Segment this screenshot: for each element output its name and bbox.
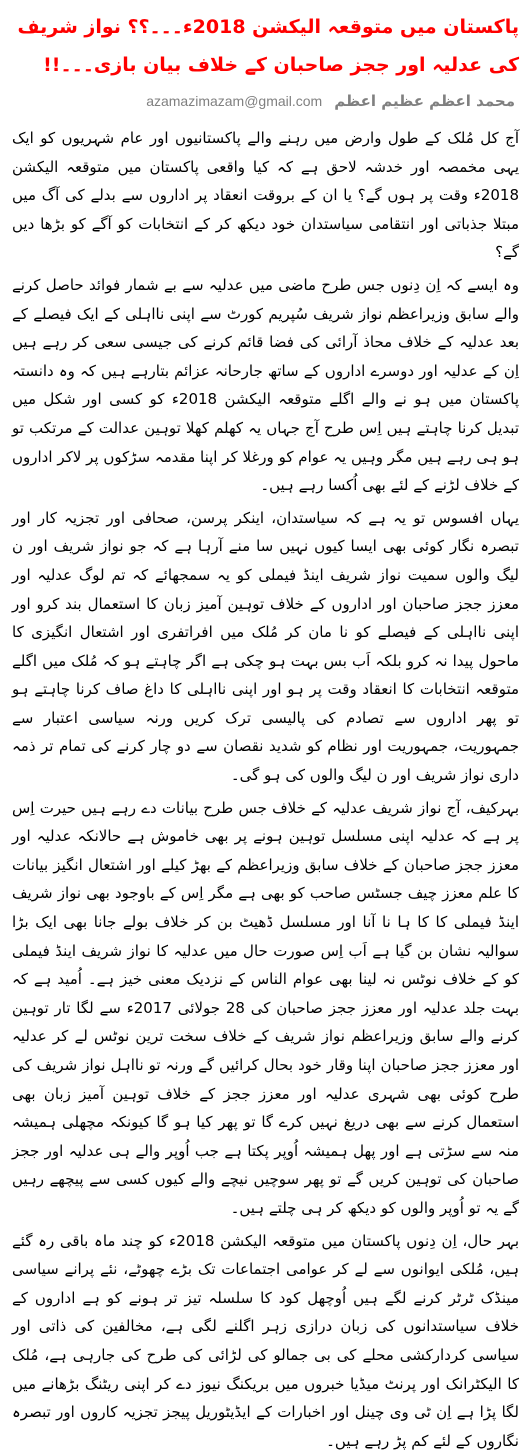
author-email: azamazimazam@gmail.com <box>146 93 323 109</box>
paragraph: یہاں افسوس تو یہ ہے کہ سیاستدان، اینکر پرسن، صحافی اور تجزیہ کار اور تبصرہ نگار کوئی بھی ایسا کیوں نہیں سا منے آرہا ہے کہ جو نواز شریف اور ن لیگ والوں سمیت نواز شریف اینڈ فیملی کو یہ سمجھائے کہ تم لوگ عدلیہ اور معزز ججز صاحبان اور اداروں کے خلاف توہین آمیز زبان کا استعمال بند کرو اور اپنی نااہلی کے فیصلے کو نا مان کر مُلک میں افراتفری اور اشتعال انگیزی کا ماحول پیدا نہ کرو بلکہ اَب بس بہت ہو چکی ہے اگر چاہتے ہو کہ مُلک میں اگلے متوقعہ انتخابات کا انعقاد وقت پر ہو اور اپنی نااہلی کا داغ صاف کرنا چاہتے ہو تو پھر اداروں سے تصادم کی پالیسی ترک کریں ورنہ سیاسی اعتبار سے جمہوریت، جمہوریت اور نظام کو شدید نقصان سے دو چار کرنے کی تمام تر ذمہ داری نواز شریف اور ن لیگ والوں کی ہو گی۔ <box>12 508 519 785</box>
article-body <box>0 118 529 1455</box>
paragraph: آج کل مُلک کے طول وارض میں رہنے والے پاکستانیوں اور عام شہریوں کو ایک یہی مخمصہ اور خدشہ لاحق ہے کہ کیا واقعی پاکستان میں متوقعہ الیکشن 2018ء وقت پر ہوں گے؟ یا ان کے بروقت انعقاد پر اداروں سے بدلے کی آگ میں مبتلا جذباتی اور انتقامی سیاستدان خود دیکھ کر کے انتخابات کو آگے کو بڑھا دیں گے؟ <box>12 129 519 262</box>
byline <box>0 84 529 118</box>
paragraph: بہرکیف، آج نواز شریف عدلیہ کے خلاف جس طرح بیانات دے رہے ہیں حیرت اِس پر ہے کہ عدلیہ اپنی مسلسل توہین ہونے پر بھی خاموش ہے حالانکہ عدلیہ اور معزز ججز صاحبان کے خلاف سابق وزیراعظم کے بھڑ کیلے اور اشتعال انگیز بیانات کا علم معزز چیف جسٹس صاحب کو بھی ہے مگر اِس کے باوجود بھی نواز شریف اینڈ فیملی کا کا ہا نا آنا اور مسلسل ڈھیٹ بن کر خلاف بولے جانا بھی ایک بڑا سوالیہ نشان بن گیا ہے اَب اِس صورت حال میں عدلیہ کا نواز شریف اینڈ فیملی کو کے خلاف نوٹس نہ لینا بھی عوام الناس کے نزدیک معنی خیز ہے۔ اُمید ہے کہ بہت جلد عدلیہ اور معزز ججز صاحبان کی 28 جولائی 2017ء سے لگا تار توہین کرنے والے سابق وزیراعظم نواز شریف کے خلاف سخت ترین نوٹس لے کر عدلیہ اور معزز ججز صاحبان اپنا وقار خود بحال کرائیں گے ورنہ تو نااہل نواز شریف کی طرح کوئی بھی شہری عدلیہ اور معزز ججز کے خلاف توہین آمیز زبان بھی استعمال کرنے سے بھی دریغ نہیں کرے گا تو پھر کیا ہو گا کیونکہ مچھلی ہمیشہ منہ سے سڑتی ہے اور پھل ہمیشہ اُوپر پکتا ہے جب اُوپر والے ہی عدلیہ اور ججز صاحبان کی توہین کریں گے تو پھر سوچیں نیچے والے کیوں کسی سے پیچھے رہیں گے یہ تو اُوپر والوں کو دیکھ کر ہی چلتے ہیں۔ <box>12 798 520 1217</box>
article-title: پاکستان میں متوقعہ الیکشن 2018ء۔۔۔؟؟ نواز شریف کی عدلیہ اور ججز صاحبان کے خلاف بیان بازی۔۔۔!! <box>17 16 519 76</box>
paragraph: بہر حال، اِن دِنوں پاکستان میں متوقعہ الیکشن 2018ء کو چند ماہ باقی رہ گئے ہیں، مُلکی ایوانوں سے لے کر عوامی اجتماعات تک بڑے چھوٹے، نئے پرانے سیاسی مینڈک ٹرٹر کرنے لگے ہیں اُوچھل کود کا سلسلہ تیز تر ہونے کو ہے اداروں کے خلاف سیاستدانوں کی زبان درازی زہر اگلنے لگی ہے، مخالفین کی ذاتی اور سیاسی کردارکشی محلے کی بی جمالو کی لڑائی کی طرح کی جارہی ہے، مُلک کا الیکٹرانک اور پرنٹ میڈیا خبروں میں بریکنگ نیوز دے کر اپنی ریٹنگ بڑھانے میں لگا پڑا ہے اِن ٹی وی چینل اور اخبارات کے ایڈیٹوریل پیجز تجزیہ کاروں اور تبصرہ نگاروں کے لئے کم پڑ رہے ہیں۔ <box>12 1231 520 1450</box>
paragraph: وہ ایسے کہ اِن دِنوں جس طرح ماضی میں عدلیہ سے بے شمار فوائد حاصل کرنے والے سابق وزیراعظم نواز شریف سُپریم کورٹ سے اپنی نااہلی کے ایک فیصلے کے بعد عدلیہ کے خلاف محاذ آرائی کی فضا قائم کرنے کی جیسی سعی کر رہے ہیں اِن کے عدلیہ اور دوسرے اداروں کے ساتھ جارحانہ عزائم بتارہے ہیں کہ وہ دانستہ پاکستان میں ہو نے والے اگلے متوقعہ الیکشن 2018ء کو کسی اور شکل میں تبدیل کرنا چاہتے ہیں اِس طرح آج جہاں یہ کھلم کھلا توہین عدالت کے مرتکب تو ہو ہی رہے ہیں مگر وہیں یہ عوام کو ورغلا کر اپنا مقدمہ سڑکوں پر لاکر اداروں کے خلاف لڑنے کے لئے بھی اُکسا رہے ہیں۔ <box>12 275 519 495</box>
author-name: محمد اعظم عظیم اعظم <box>334 92 515 110</box>
